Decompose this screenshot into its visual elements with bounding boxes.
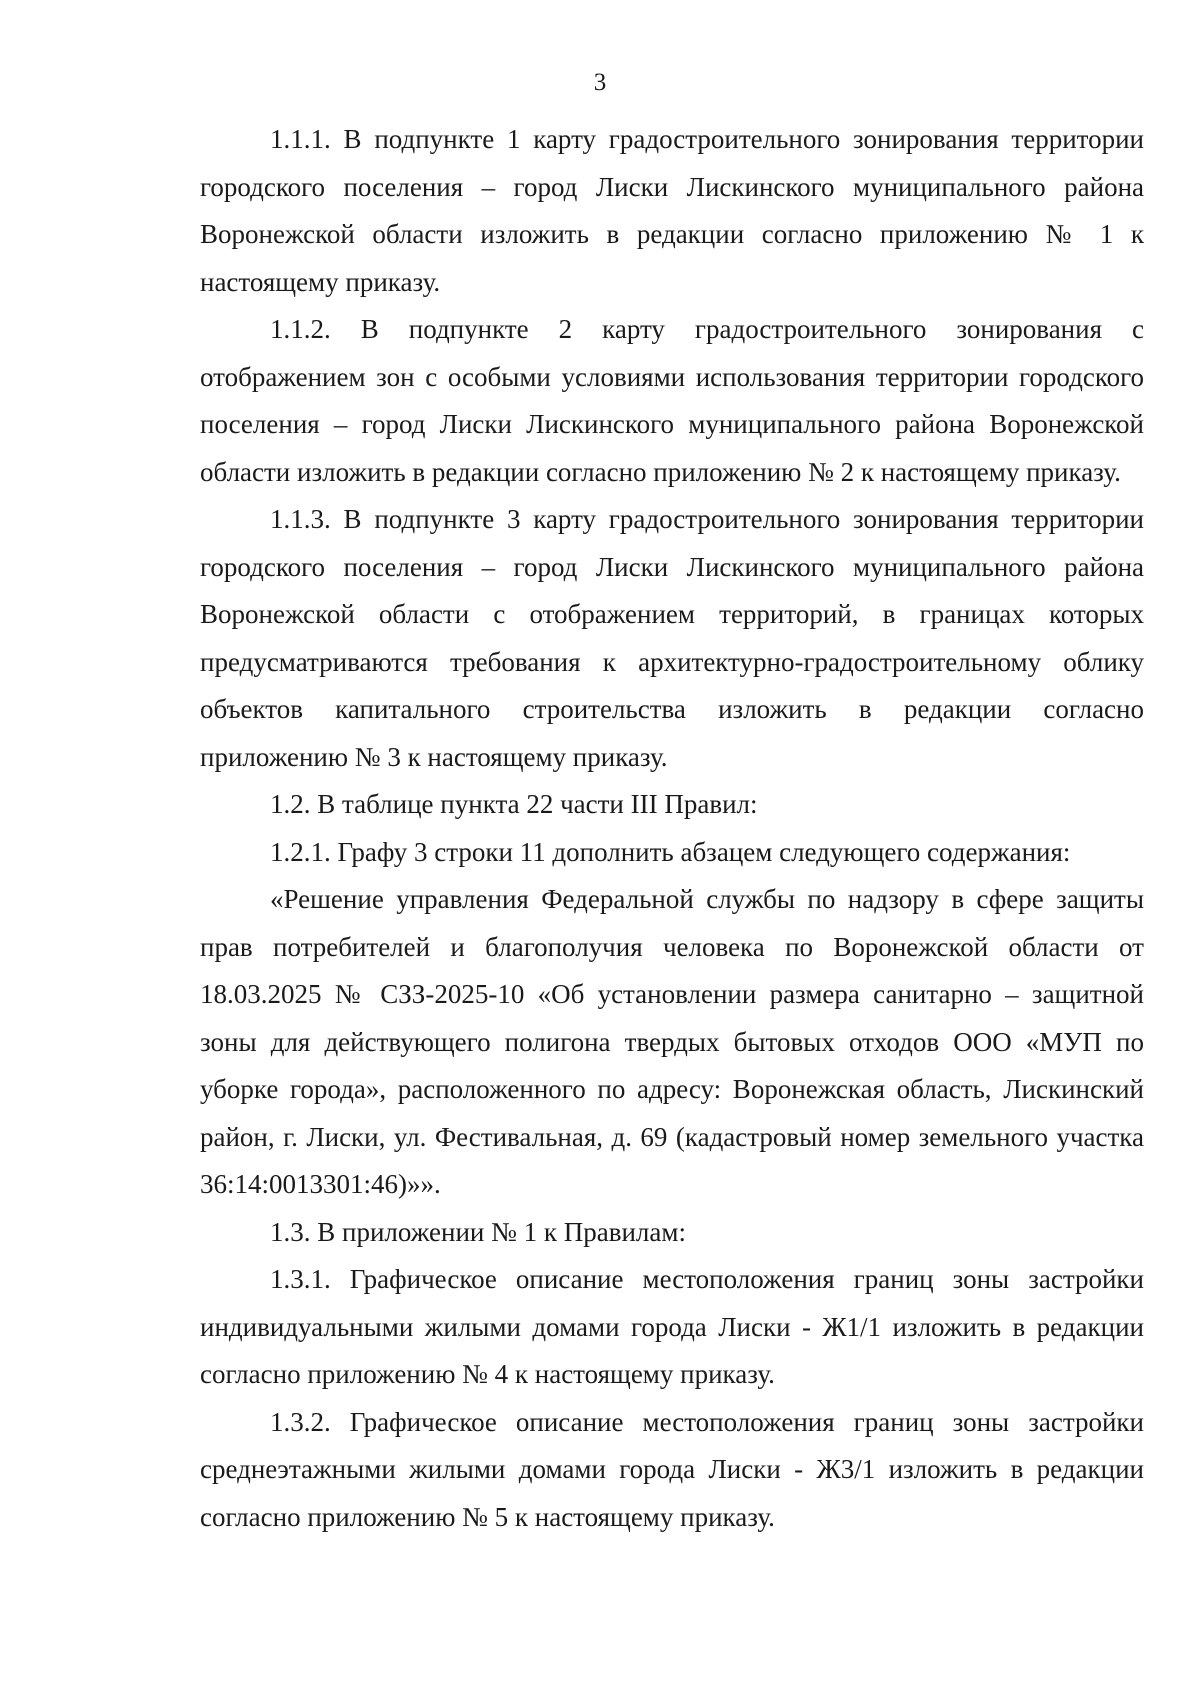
paragraph-1-1-2: 1.1.2. В подпункте 2 карту градостроительного зонирования с отображением зон с особыми условиями использования территории городского поселения – город Лиски Лискинского муниципального района Воронежской области изложить в редакции согласно приложению № 2 к настоящему приказу.	[200, 314, 1144, 487]
document-body	[200, 116, 1144, 1541]
paragraph-1-2: 1.2. В таблице пункта 22 части III Правил:	[270, 789, 758, 819]
paragraph-1-1-3: 1.1.3. В подпункте 3 карту градостроительного зонирования территории городского поселения – город Лиски Лискинского муниципального района Воронежской области с отображением территорий, в границах которых предусматриваются требования к архитектурно-градостроительному облику объектов капитального строительства изложить в редакции согласно приложению № 3 к настоящему приказу.	[200, 504, 1144, 772]
paragraph-1-3-2: 1.3.2. Графическое описание местоположения границ зоны застройки среднеэтажными жилыми домами города Лиски - Ж3/1 изложить в редакции согласно приложению № 5 к настоящему приказу.	[200, 1406, 1144, 1532]
paragraph-quote: «Решение управления Федеральной службы по надзору в сфере защиты прав потребителей и благополучия человека по Воронежской области от 18.03.2025 № СЗЗ-2025-10 «Об установлении размера санитарно – защитной зоны для действующего полигона твердых бытовых отходов ООО «МУП по уборке города», расположенного по адресу: Воронежская область, Лискинский район, г. Лиски, ул. Фестивальная, д. 69 (кадастровый номер земельного участка 36:14:0013301:46)»».	[200, 884, 1144, 1199]
paragraph-1-3-1: 1.3.1. Графическое описание местоположения границ зоны застройки индивидуальными жилыми домами города Лиски - Ж1/1 изложить в редакции согласно приложению № 4 к настоящему приказу.	[200, 1264, 1144, 1389]
paragraph-1-3: 1.3. В приложении № 1 к Правилам:	[270, 1216, 686, 1247]
paragraph-1-2-1: 1.2.1. Графу 3 строки 11 дополнить абзацем следующего содержания:	[270, 836, 1071, 867]
paragraph-1-1-1: 1.1.1. В подпункте 1 карту градостроительного зонирования территории городского поселения – город Лиски Лискинского муниципального района Воронежской области изложить в редакции согласно приложению № 1 к настоящему приказу.	[200, 124, 1144, 297]
page-number: 3	[593, 69, 607, 96]
